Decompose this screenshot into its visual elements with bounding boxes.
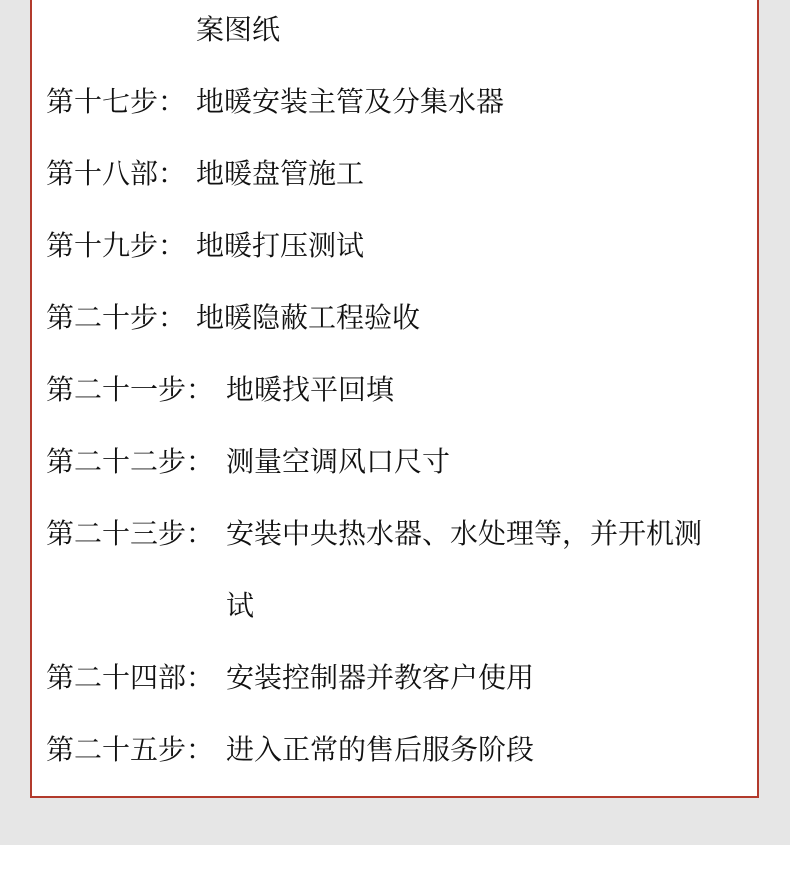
step-20-label: 第二十步： <box>46 301 187 334</box>
step-17-text: 地暖安装主管及分集水器 <box>196 85 505 118</box>
step-20 <box>46 300 420 336</box>
step-18-label: 第十八部： <box>46 157 187 190</box>
step-18 <box>46 156 364 192</box>
step-19 <box>46 228 364 264</box>
step-24 <box>46 660 534 696</box>
step-23-label: 第二十三步： <box>46 517 215 550</box>
step-25-label: 第二十五步： <box>46 733 215 766</box>
step-21-text: 地暖找平回填 <box>226 373 395 406</box>
step-19-text: 地暖打压测试 <box>196 229 365 262</box>
step-17 <box>46 84 504 120</box>
step-22-text: 测量空调风口尺寸 <box>226 445 451 478</box>
step-21 <box>46 372 394 408</box>
step-19-label: 第十九步： <box>46 229 187 262</box>
step-17-label: 第十七步： <box>46 85 187 118</box>
step-23-text: 安装中央热水器、水处理等，并开机测 <box>226 517 703 550</box>
steps-panel <box>30 0 759 798</box>
step-25-text: 进入正常的售后服务阶段 <box>226 733 535 766</box>
step-22-label: 第二十二步： <box>46 445 215 478</box>
step-23-continuation: 试 <box>226 589 255 622</box>
step-25 <box>46 732 534 768</box>
step-16-continuation: 案图纸 <box>196 13 281 46</box>
step-24-label: 第二十四部： <box>46 661 215 694</box>
step-20-text: 地暖隐蔽工程验收 <box>196 301 421 334</box>
step-24-text: 安装控制器并教客户使用 <box>226 661 535 694</box>
step-23 <box>46 516 702 552</box>
step-21-label: 第二十一步： <box>46 373 215 406</box>
step-18-text: 地暖盘管施工 <box>196 157 365 190</box>
step-22 <box>46 444 450 480</box>
